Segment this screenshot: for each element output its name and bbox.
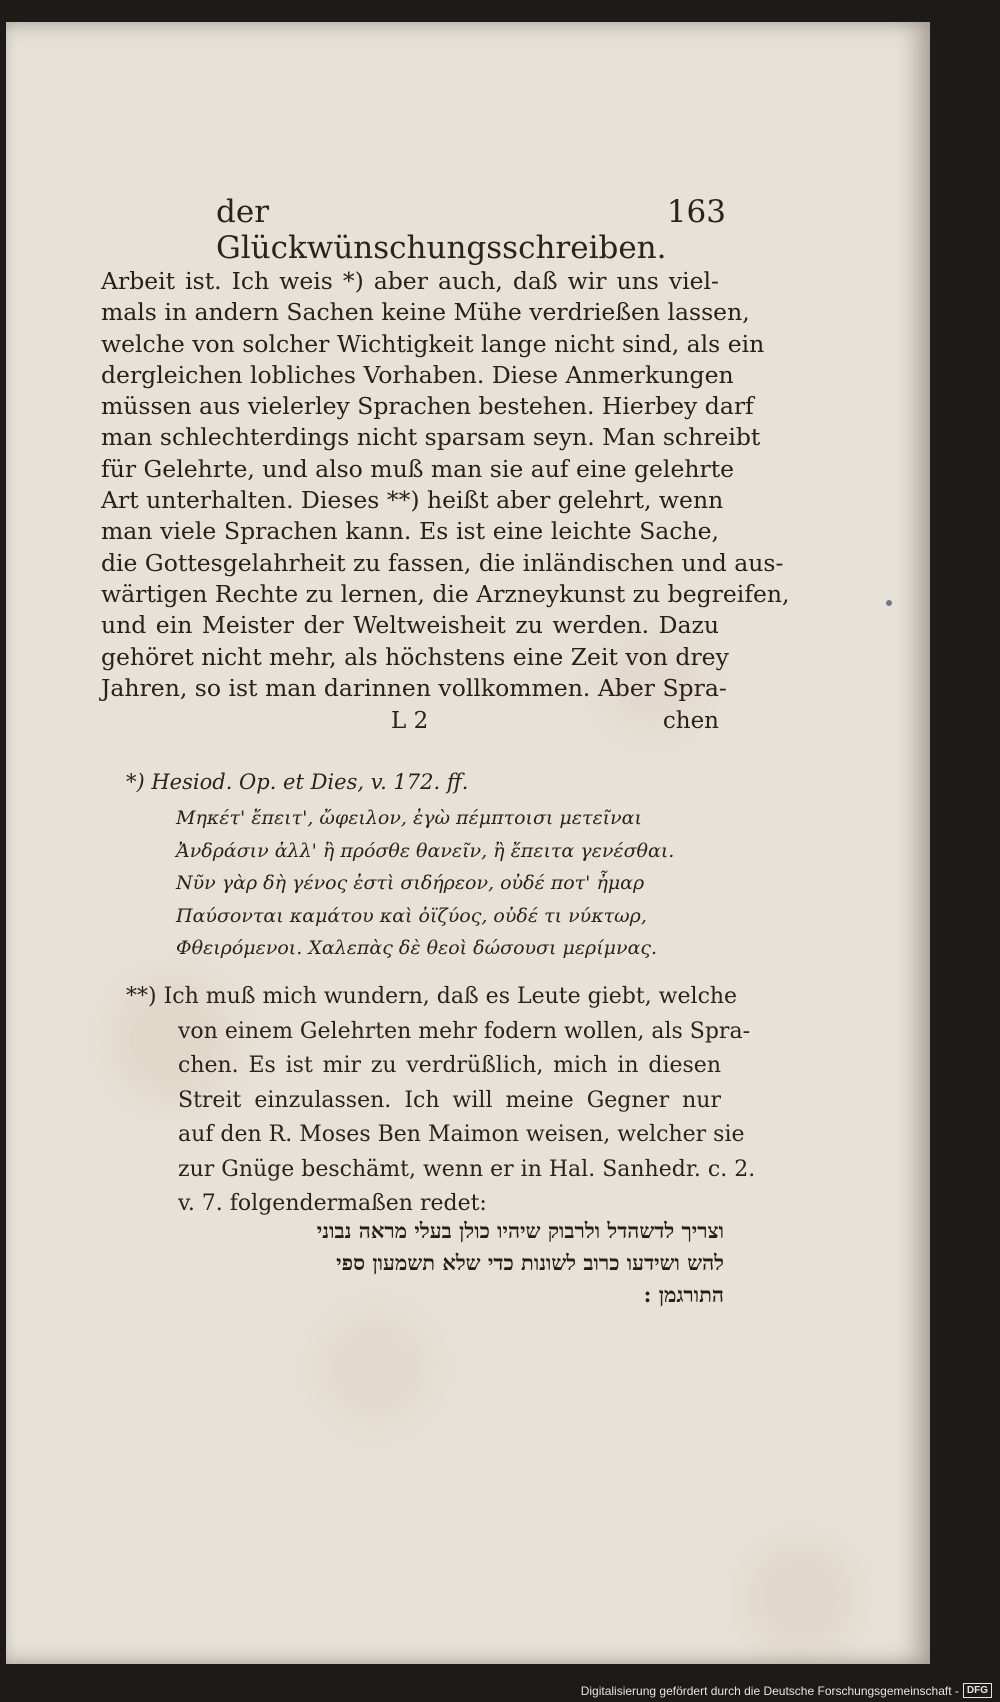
page-signature-line: [101, 708, 719, 734]
text-line: und ein Meister der Weltweisheit zu werden. Dazu: [101, 611, 719, 640]
dfg-logo-icon: DFG: [963, 1683, 992, 1698]
hebrew-quotation: [144, 1215, 724, 1311]
greek-quotation: [176, 802, 726, 965]
running-head-title: der Glückwünschungsschreiben.: [216, 194, 667, 266]
hebrew-line: להש ושידעו כרוב לשונות כדי שלא תשמעון ספי: [336, 1250, 724, 1275]
hebrew-line: התורגמן :: [643, 1282, 724, 1307]
footnote-hesiod: [126, 770, 726, 965]
text-line: mals in andern Sachen keine Mühe verdrießen lassen,: [101, 298, 750, 327]
footnote-reference: *) Hesiod. Op. et Dies, v. 172. ff.: [126, 770, 469, 794]
text-line: Art unterhalten. Dieses **) heißt aber gelehrt, wenn: [101, 486, 724, 515]
text-line: wärtigen Rechte zu lernen, die Arzneykunst zu begreifen,: [101, 579, 790, 608]
footnote-maimonides: [126, 980, 756, 1222]
text-line: die Gottesgelahrheit zu fassen, die inländischen und aus-: [101, 548, 784, 577]
text-line: dergleichen lobliches Vorhaben. Diese Anmerkungen: [101, 360, 734, 389]
running-head: [216, 194, 726, 266]
footnote-line: **) Ich muß mich wundern, daß es Leute giebt, welche: [126, 984, 738, 1009]
catchword: chen: [662, 708, 719, 734]
greek-line: Νῦν γὰρ δὴ γένος ἐστὶ σιδήρεον, οὐδέ ποτ' ἦμαρ: [176, 872, 645, 894]
paper-blemish: [886, 600, 892, 606]
greek-line: Παύσονται καμάτου καὶ ὀϊζύος, οὐδέ τι νύκτωρ,: [176, 904, 647, 927]
footnote-line: von einem Gelehrten mehr fodern wollen, als Spra-: [178, 1018, 750, 1044]
text-line: müssen aus vielerley Sprachen bestehen. Hierbey darf: [101, 392, 754, 421]
book-page: [6, 22, 930, 1664]
greek-line: Μηκέτ' ἔπειτ', ὤφειλον, ἐγὼ πέμπτοισι μετεῖναι: [176, 807, 642, 829]
greek-line: Ἀνδράσιν ἀλλ' ἢ πρόσθε θανεῖν, ἢ ἔπειτα γενέσθαι.: [176, 839, 675, 862]
footnote-line: auf den R. Moses Ben Maimon weisen, welcher sie: [178, 1122, 745, 1147]
footnote-line: chen. Es ist mir zu verdrüßlich, mich in diesen: [178, 1053, 721, 1078]
text-line: man viele Sprachen kann. Es ist eine leichte Sache,: [101, 517, 719, 546]
text-line: man schlechterdings nicht sparsam seyn. Man schreibt: [101, 423, 761, 452]
footnote-line: Streit einzulassen. Ich will meine Gegner nur: [178, 1087, 721, 1113]
main-text: [101, 266, 790, 704]
credit-text: Digitalisierung gefördert durch die Deutsche Forschungsgemeinschaft -: [580, 1683, 959, 1698]
greek-line: Φθειρόμενοι. Χαλεπὰς δὲ θεοὶ δώσουσι μερίμνας.: [176, 937, 658, 959]
text-line: gehöret nicht mehr, als höchstens eine Zeit von drey: [101, 642, 729, 671]
page-number: 163: [666, 194, 726, 230]
text-line: welche von solcher Wichtigkeit lange nicht sind, als ein: [101, 329, 765, 358]
digitization-credit: [581, 1683, 992, 1698]
footnote-line: zur Gnüge beschämt, wenn er in Hal. Sanhedr. c. 2.: [178, 1156, 756, 1182]
text-line: Arbeit ist. Ich weis *) aber auch, daß wir uns viel-: [101, 267, 719, 295]
gathering-signature: L 2: [391, 708, 429, 734]
text-line: für Gelehrte, und also muß man sie auf eine gelehrte: [101, 454, 735, 483]
hebrew-line: וצריך לדשהדל ולרבוק שיהיו כולן בעלי מראה נבוני: [316, 1218, 724, 1243]
text-line: Jahren, so ist man darinnen vollkommen. Aber Spra-: [101, 673, 727, 702]
footnote-line: v. 7. folgendermaßen redet:: [178, 1191, 487, 1216]
